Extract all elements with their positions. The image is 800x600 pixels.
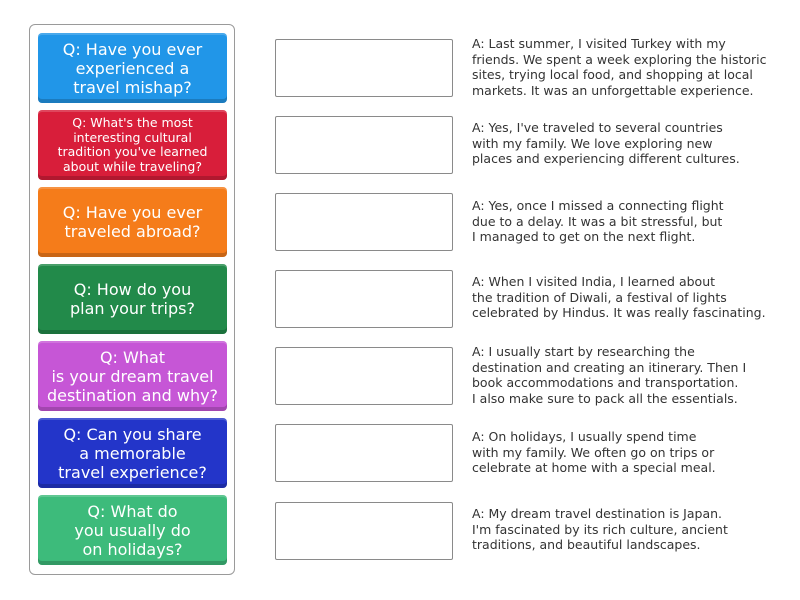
question-text-line: interesting cultural — [73, 129, 192, 145]
answer-text — [472, 198, 782, 245]
question-text-line: Q: Have you ever — [62, 39, 203, 59]
drop-target-box[interactable] — [275, 39, 453, 97]
question-text-line: about while traveling? — [62, 158, 203, 174]
drop-target-box[interactable] — [275, 193, 453, 251]
answer-text-line: sites, trying local food, and shopping at local — [472, 67, 753, 82]
drop-target-box[interactable] — [275, 116, 453, 174]
question-text-line: is your dream travel — [51, 366, 214, 386]
question-text-line: traveled abroad? — [64, 222, 201, 241]
answer-text — [472, 120, 782, 167]
question-text-line: Q: Can you share — [63, 424, 202, 444]
drop-target-box[interactable] — [275, 424, 453, 482]
answer-text-line: with my family. We often go on trips or — [472, 444, 715, 460]
question-tile[interactable] — [38, 341, 227, 411]
question-tile[interactable] — [38, 418, 227, 488]
answer-text-line: celebrated by Hindus. It was really fascinating. — [472, 305, 766, 320]
question-text-line: experienced a — [75, 58, 190, 78]
answer-text-line: destination and creating an itinerary. Then I — [472, 359, 747, 375]
question-text-line: plan your trips? — [70, 299, 195, 318]
question-text-line: Q: What — [99, 347, 166, 367]
question-tile[interactable] — [38, 495, 227, 565]
question-text-line: you usually do — [74, 520, 191, 540]
question-text-line: travel experience? — [58, 462, 207, 482]
answer-text-line: A: My dream travel destination is Japan. — [472, 506, 723, 521]
answer-text-line: due to a delay. It was a bit stressful, but — [472, 213, 723, 229]
answer-text-line: the tradition of Diwali, a festival of lights — [472, 289, 727, 305]
question-text-line: Q: What's the most — [72, 115, 193, 130]
answer-text-line: with my family. We love exploring new — [472, 135, 713, 151]
question-tile[interactable] — [38, 33, 227, 103]
answer-text-line: A: I usually start by researching the — [472, 344, 695, 359]
answer-text — [472, 344, 782, 406]
question-text-line: Q: How do you — [73, 280, 192, 299]
answer-text-line: places and experiencing different cultures. — [472, 151, 740, 166]
answer-text — [472, 36, 782, 98]
answer-text-line: A: Yes, once I missed a connecting flight — [472, 198, 724, 213]
question-text-line: Q: What do — [87, 501, 178, 521]
answer-text — [472, 274, 782, 321]
question-text-line: tradition you've learned — [57, 144, 208, 159]
answer-text-line: I'm fascinated by its rich culture, ancient — [472, 521, 728, 537]
drop-target-box[interactable] — [275, 347, 453, 405]
answer-text — [472, 429, 782, 476]
answer-text-line: book accommodations and transportation. — [472, 375, 739, 390]
answer-text-line: I managed to get on the next flight. — [472, 229, 696, 244]
answer-text-line: A: On holidays, I usually spend time — [472, 429, 697, 444]
question-tile[interactable] — [38, 110, 227, 180]
question-text-line: a memorable — [79, 443, 186, 463]
question-tile[interactable] — [38, 264, 227, 334]
drop-target-box[interactable] — [275, 502, 453, 560]
answer-text-line: A: Last summer, I visited Turkey with my — [472, 36, 726, 51]
answer-text-line: markets. It was an unforgettable experience. — [472, 82, 754, 98]
question-text-line: travel mishap? — [73, 77, 192, 97]
answer-text-line: I also make sure to pack all the essentials. — [472, 390, 738, 406]
question-text-line: on holidays? — [82, 539, 183, 559]
answer-text-line: traditions, and beautiful landscapes. — [472, 537, 701, 552]
answer-text-line: A: Yes, I've traveled to several countries — [472, 120, 723, 135]
question-tile[interactable] — [38, 187, 227, 257]
question-text-line: destination and why? — [46, 385, 219, 405]
answer-text — [472, 506, 782, 553]
answer-text-line: friends. We spent a week exploring the historic — [472, 51, 767, 67]
answer-text-line: A: When I visited India, I learned about — [472, 274, 716, 289]
answer-text-line: celebrate at home with a special meal. — [472, 460, 716, 475]
drop-target-box[interactable] — [275, 270, 453, 328]
question-text-line: Q: Have you ever — [62, 203, 203, 222]
